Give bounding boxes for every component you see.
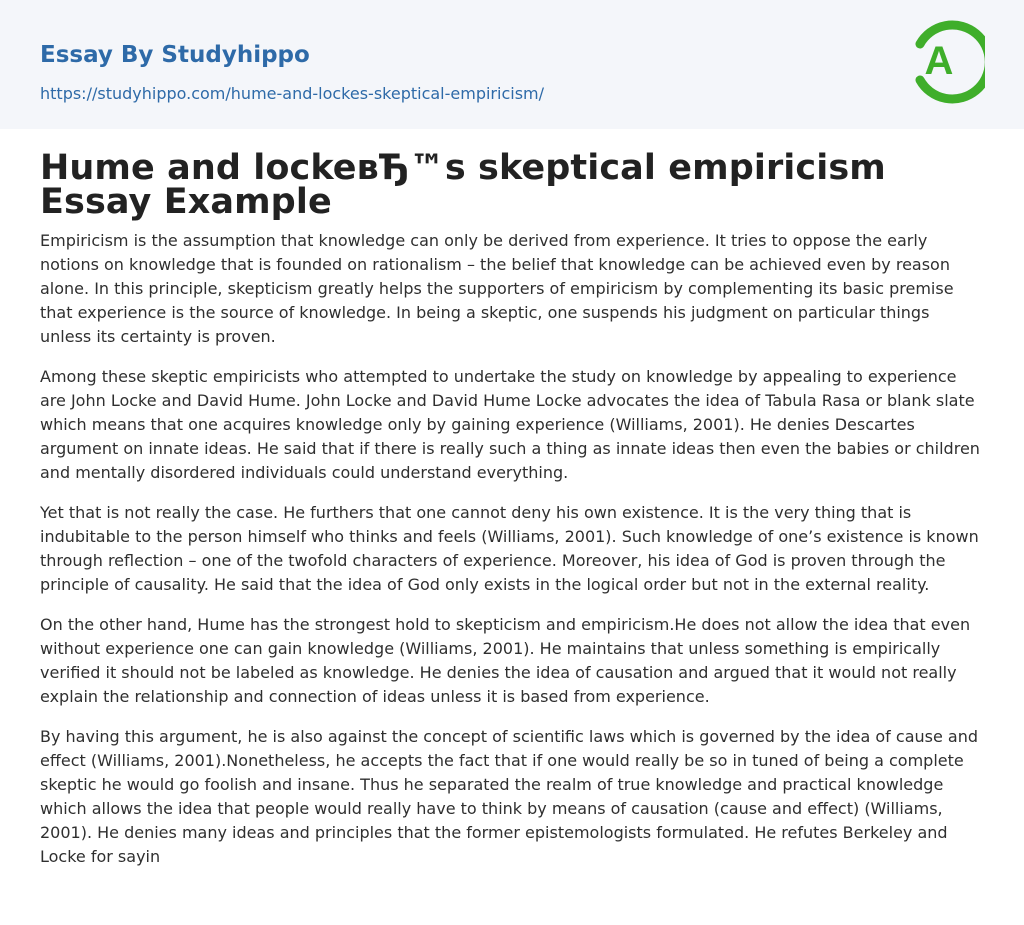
paragraph: Yet that is not really the case. He furthers that one cannot deny his own existence. It is the very thing that is indubitable to the person himself who thinks and feels (Williams, 2001). Such knowledge of one’s existence is known through reflection – one of the twofold characters of experience. Moreover, his idea of God is proven through the principle of causality. He said that the idea of God only exists in the logical order but not in the external reality.: [40, 503, 979, 594]
paragraph: Empiricism is the assumption that knowledge can only be derived from experience. It tries to oppose the early notions on knowledge that is founded on rationalism – the belief that knowledge can be achieved even by reason alone. In this principle, skepticism greatly helps the supporters of empiricism by complementing its basic premise that experience is the source of knowledge. In being a skeptic, one suspends his judgment on particular things unless its certainty is proven.: [40, 231, 954, 346]
article-body: [0, 129, 1024, 869]
site-header: [0, 0, 1024, 129]
paragraph: By having this argument, he is also against the concept of scientific laws which is governed by the idea of cause and effect (Williams, 2001).Nonetheless, he accepts the fact that if one would really be so in tuned of being a complete skeptic he would go foolish and insane. Thus he separated the realm of true knowledge and practical knowledge which allows the idea that people would really have to think by means of causation (cause and effect) (Williams, 2001). He denies many ideas and principles that the former epistemologists formulated. He refutes Berkeley and Locke for sayin: [40, 727, 978, 866]
page-title: Hume and lockeвЂ™s skeptical empiricism Essay Example: [40, 148, 886, 222]
studyhippo-logo[interactable]: [913, 20, 985, 104]
paragraph: Among these skeptic empiricists who attempted to undertake the study on knowledge by appealing to experience are John Locke and David Hume. John Locke and David Hume Locke advocates the idea of Tabula Rasa or blank slate which means that one acquires knowledge only by gaining experience (Williams, 2001). He denies Descartes argument on innate ideas. He said that if there is really such a thing as innate ideas then even the babies or children and mentally disordered individuals could understand everything.: [40, 367, 980, 482]
paragraph: On the other hand, Hume has the strongest hold to skepticism and empiricism.He does not allow the idea that even without experience one can gain knowledge (Williams, 2001). He maintains that unless something is empirically verified it should not be labeled as knowledge. He denies the idea of causation and argued that it would not really explain the relationship and connection of ideas unless it is based from experience.: [40, 615, 971, 706]
site-brand[interactable]: Essay By Studyhippo: [40, 42, 310, 68]
essay-url-link[interactable]: https://studyhippo.com/hume-and-lockes-skeptical-empiricism/: [40, 84, 544, 103]
logo-ring-icon: [913, 20, 985, 104]
logo-letter: A: [924, 39, 954, 83]
